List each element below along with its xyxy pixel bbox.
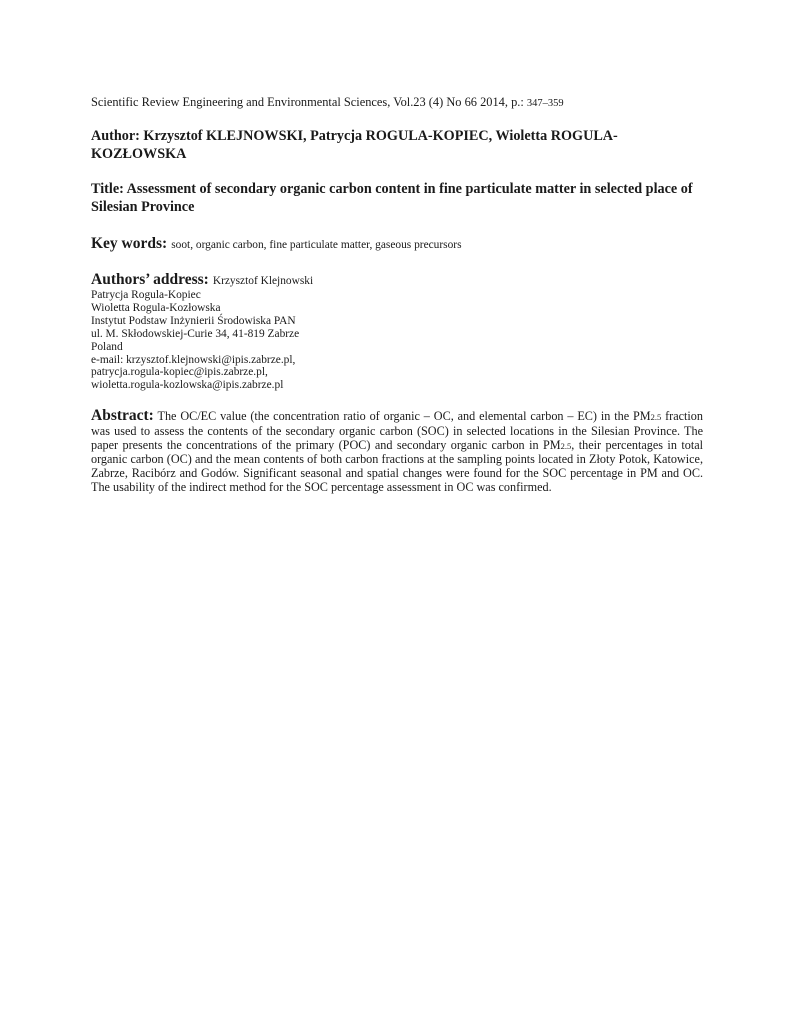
abstract-block — [91, 409, 703, 495]
address-lines — [91, 289, 313, 392]
author-block — [91, 127, 651, 163]
keywords-block — [91, 235, 462, 253]
abstract-subscript: 2.5 — [560, 440, 572, 451]
journal-citation — [91, 95, 564, 110]
abstract-label: Abstract: — [91, 407, 154, 424]
address-line: Poland — [91, 340, 123, 353]
title-text: Assessment of secondary organic carbon content in fine particulate matter in selected place of Silesian Province — [91, 181, 693, 215]
email-line: wioletta.rogula-kozlowska@ipis.zabrze.pl — [91, 379, 284, 392]
title-block — [91, 180, 703, 216]
author-label: Author: — [91, 128, 140, 144]
address-line: Instytut Podstaw Inżynierii Środowiska PAN — [91, 314, 296, 327]
email-line: patrycja.rogula-kopiec@ipis.zabrze.pl, — [91, 366, 268, 379]
address-line: ul. M. Skłodowskiej-Curie 34, 41-819 Zabrze — [91, 327, 300, 340]
address-label: Authors’ address: — [91, 271, 209, 288]
address-line: Krzysztof Klejnowski — [212, 275, 314, 287]
journal-pages-label: p.: — [511, 95, 524, 109]
address-line: Patrycja Rogula-Kopiec — [91, 289, 201, 301]
keywords-label: Key words: — [91, 235, 168, 252]
address-line: Wioletta Rogula-Kozłowska — [91, 301, 221, 314]
journal-pages: 347–359 — [526, 98, 564, 109]
authors-address-block — [91, 271, 313, 392]
email-line: e-mail: krzysztof.klejnowski@ipis.zabrze.pl, — [91, 353, 296, 366]
abstract-text-part1: The OC/EC value (the concentration ratio of organic – OC, and elemental carbon – EC) in the PM — [157, 409, 651, 423]
abstract-text-part3: , their percentages in total organic carbon (OC) and the mean contents of both carbon fractions at the sampling points located in Złoty Potok, Katowice, Zabrze, Racibórz and Godów. Significant seasonal and spatial changes were found for the SOC percentage in PM and OC. The usability of the indirect method for the SOC percentage assessment in OC was confirmed. — [91, 437, 704, 494]
abstract-text-part2: fraction was used to assess the contents of the secondary organic carbon (SOC) in selected locations in the Silesian Province. The paper presents the concentrations of the primary (POC) and secondary organic carbon in PM — [91, 409, 703, 452]
abstract-subscript: 2.5 — [650, 412, 662, 422]
journal-citation-text: Scientific Review Engineering and Environmental Sciences, Vol.23 (4) No 66 2014, — [91, 95, 508, 109]
keywords-text: soot, organic carbon, fine particulate matter, gaseous precursors — [171, 239, 462, 251]
title-label: Title: — [91, 181, 124, 197]
author-names: Krzysztof KLEJNOWSKI, Patrycja ROGULA-KOPIEC, Wioletta ROGULA-KOZŁOWSKA — [91, 128, 618, 162]
